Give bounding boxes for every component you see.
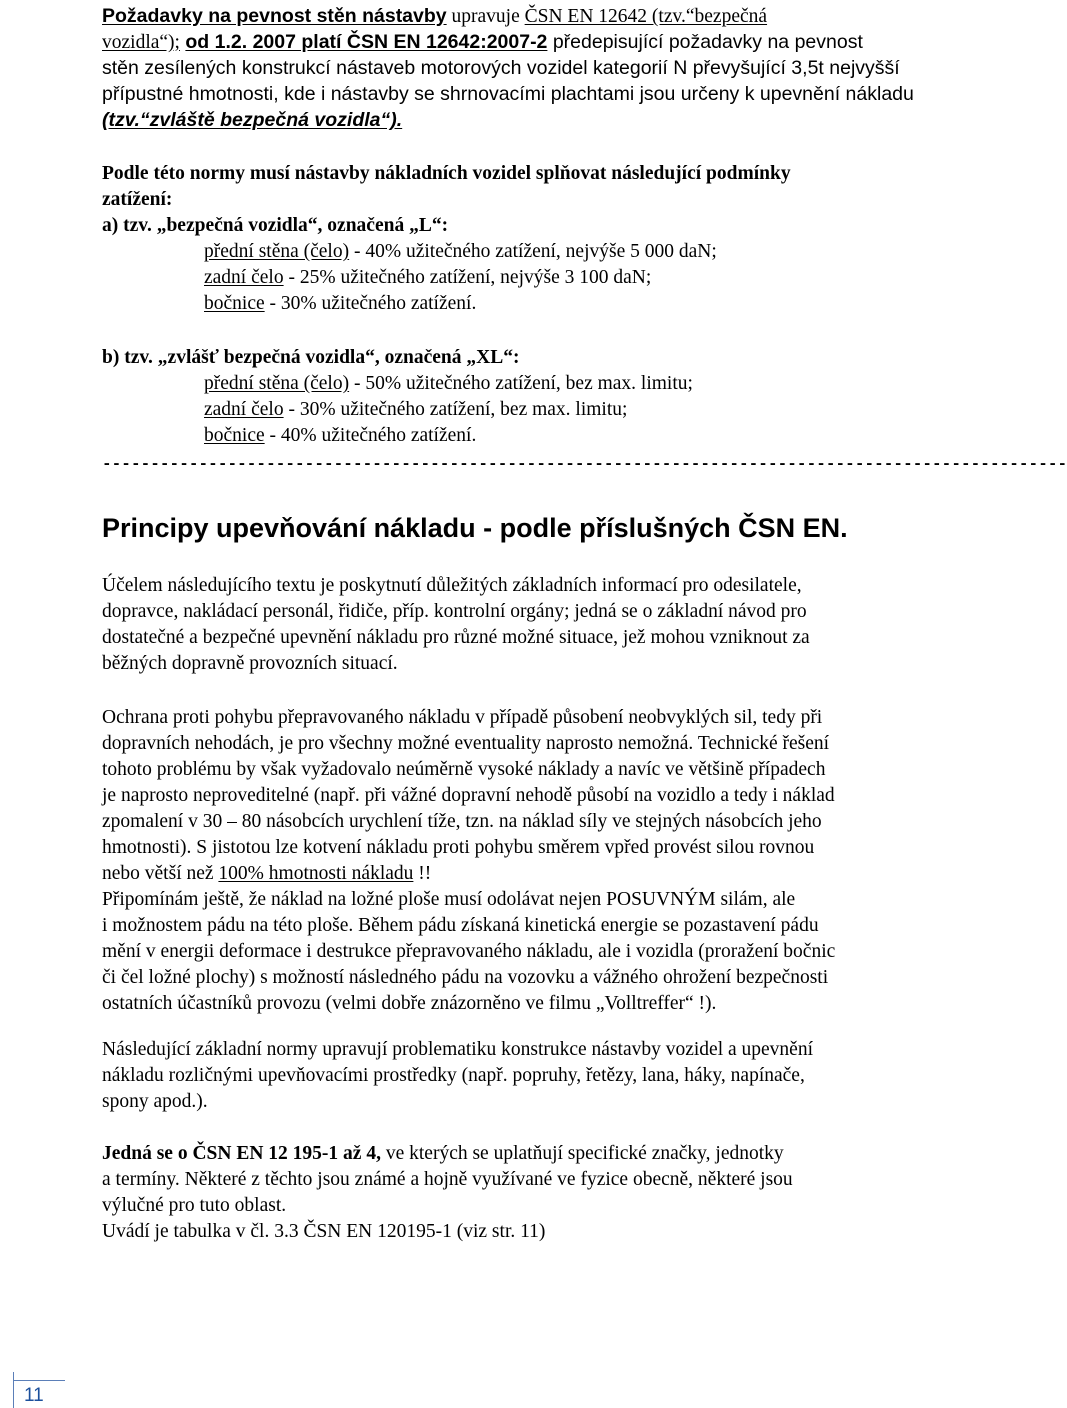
para3-line: Připomínám ještě, že náklad na ložné ploše musí odolávat nejen POSUVNÝM silám, ale [102, 889, 796, 910]
para1-line: běžných dopravně provozních situací. [102, 653, 398, 674]
effective-date: od 1.2. 2007 platí ČSN EN 12642:2007-2 [185, 31, 548, 53]
para2-line: tohoto problému by však vyžadovalo neúměrně vysoké náklady a navíc ve většině případech [102, 759, 826, 780]
para2-line [102, 862, 431, 886]
para5-line [102, 1142, 784, 1166]
front-wall-value: - 40% užitečného zatížení, nejvýše 5 000 daN; [349, 241, 717, 262]
para5-line: výlučné pro tuto oblast. [102, 1195, 287, 1216]
para2-text: !! [413, 863, 432, 884]
category-b-front [204, 372, 693, 396]
side-wall-value: - 30% užitečného zatížení. [264, 293, 477, 314]
category-a-front [204, 240, 717, 264]
para1-line: dopravce, nakládací personál, řidiče, příp. kontrolní orgány; jedná se o základní návod pro [102, 601, 807, 622]
para2-line: hmotnosti). S jistotou lze kotvení nákladu proti pohybu směrem vpřed provést silou rovnou [102, 837, 815, 858]
intro-line-4: přípustné hmotnosti, kde i nástavby se shrnovacími plachtami jsou určeny k upevnění nákladu [102, 83, 914, 105]
intro-line-2 [102, 30, 863, 55]
rear-wall-label: zadní čelo [204, 399, 284, 420]
intro-line-3: stěn zesílených konstrukcí nástaveb motorových vozidel kategorií N převyšující 3,5t nejvyšší [102, 57, 900, 79]
para1-line: dostatečné a bezpečné upevnění nákladu pro různé možné situace, jež mohou vzniknout za [102, 627, 810, 648]
rear-wall-value: - 25% užitečného zatížení, nejvýše 3 100 daN; [283, 267, 652, 288]
side-wall-label: bočnice [204, 425, 265, 446]
front-wall-label: přední stěna (čelo) [204, 373, 350, 394]
category-b-title: b) tzv. „zvlášť bezpečná vozidla“, označená „XL“: [102, 347, 520, 368]
para4-line: spony apod.). [102, 1091, 208, 1112]
para2-line: je naprosto neproveditelné (např. při vážné dopravní nehodě působí na vozidlo a tedy i náklad [102, 785, 835, 806]
standard-link-cont[interactable]: vozidla“); [102, 32, 180, 53]
rear-wall-value: - 30% užitečného zatížení, bez max. limitu; [283, 399, 628, 420]
intro-line-1 [102, 4, 767, 29]
para3-line: ostatních účastníků provozu (velmi dobře znázorněno ve filmu „Volltreffer“ !). [102, 993, 717, 1014]
page-number: 11 [24, 1385, 44, 1406]
category-a-title: a) tzv. „bezpečná vozidla“, označená „L“: [102, 215, 449, 236]
front-wall-value: - 50% užitečného zatížení, bez max. limitu; [349, 373, 693, 394]
para3-line: mění v energii deformace i destrukce přepravovaného nákladu, ale i vozidla (proražení bočnic [102, 941, 836, 962]
category-b-side [204, 424, 476, 448]
intro-title: Požadavky na pevnost stěn nástavby [102, 5, 447, 27]
para2-line: zpomalení v 30 – 80 násobcích urychlení tíže, tzn. na náklad síly ve stejných násobcích jeho [102, 811, 822, 832]
para2-line: dopravních nehodách, je pro všechny možné eventuality naprosto nemožná. Technické řešení [102, 733, 830, 754]
standard-link[interactable]: ČSN EN 12642 (tzv.“bezpečná [524, 6, 768, 27]
para3-line: či čel ložné plochy) s možností následného pádu na vozovku a vážného ohrožení bezpečnosti [102, 967, 829, 988]
para2-line: Ochrana proti pohybu přepravovaného nákladu v případě působení neobvyklých sil, tedy při [102, 707, 823, 728]
para3-line: i možnostem pádu na této ploše. Během pádu získaná kinetická energie se pozastavení pádu [102, 915, 819, 936]
para5-line: Uvádí je tabulka v čl. 3.3 ČSN EN 120195-1 (viz str. 11) [102, 1221, 546, 1242]
page-number-rule-horizontal [13, 1380, 65, 1381]
para4-line: Následující základní normy upravují problematiku konstrukce nástavby vozidel a upevnění [102, 1039, 814, 1060]
standard-reference: Jedná se o ČSN EN 12 195-1 až 4, [102, 1143, 381, 1164]
intro-text: předepisující požadavky na pevnost [547, 31, 863, 53]
page-number-rule-vertical [13, 1372, 14, 1408]
section-heading: Principy upevňování nákladu - podle příslušných ČSN EN. [102, 513, 848, 543]
intro-line-5: (tzv.“zvláště bezpečná vozidla“). [102, 109, 403, 131]
para4-line: nákladu rozličnými upevňovacími prostředky (např. popruhy, řetězy, lana, háky, napínače, [102, 1065, 805, 1086]
category-a-rear [204, 266, 651, 290]
rear-wall-label: zadní čelo [204, 267, 284, 288]
norm-lead-2: zatížení: [102, 189, 173, 210]
para1-line: Účelem následujícího textu je poskytnutí důležitých základních informací pro odesilatele, [102, 575, 802, 596]
side-wall-value: - 40% užitečného zatížení. [264, 425, 477, 446]
para5-line: a termíny. Některé z těchto jsou známé a hojně využívané ve fyzice obecně, některé jsou [102, 1169, 793, 1190]
intro-text: upravuje [446, 6, 525, 27]
side-wall-label: bočnice [204, 293, 265, 314]
para5-text: ve kterých se uplatňují specifické značky, jednotky [380, 1143, 784, 1164]
para2-text: nebo větší než [102, 863, 219, 884]
category-b-rear [204, 398, 627, 422]
separator-line: ---------------------------------------------------------------------------------------------------- [102, 455, 1067, 473]
category-a-side [204, 292, 476, 316]
norm-lead-1: Podle této normy musí nástavby nákladních vozidel splňovat následující podmínky [102, 163, 791, 184]
full-weight-emphasis: 100% hmotnosti nákladu [218, 863, 414, 884]
front-wall-label: přední stěna (čelo) [204, 241, 350, 262]
